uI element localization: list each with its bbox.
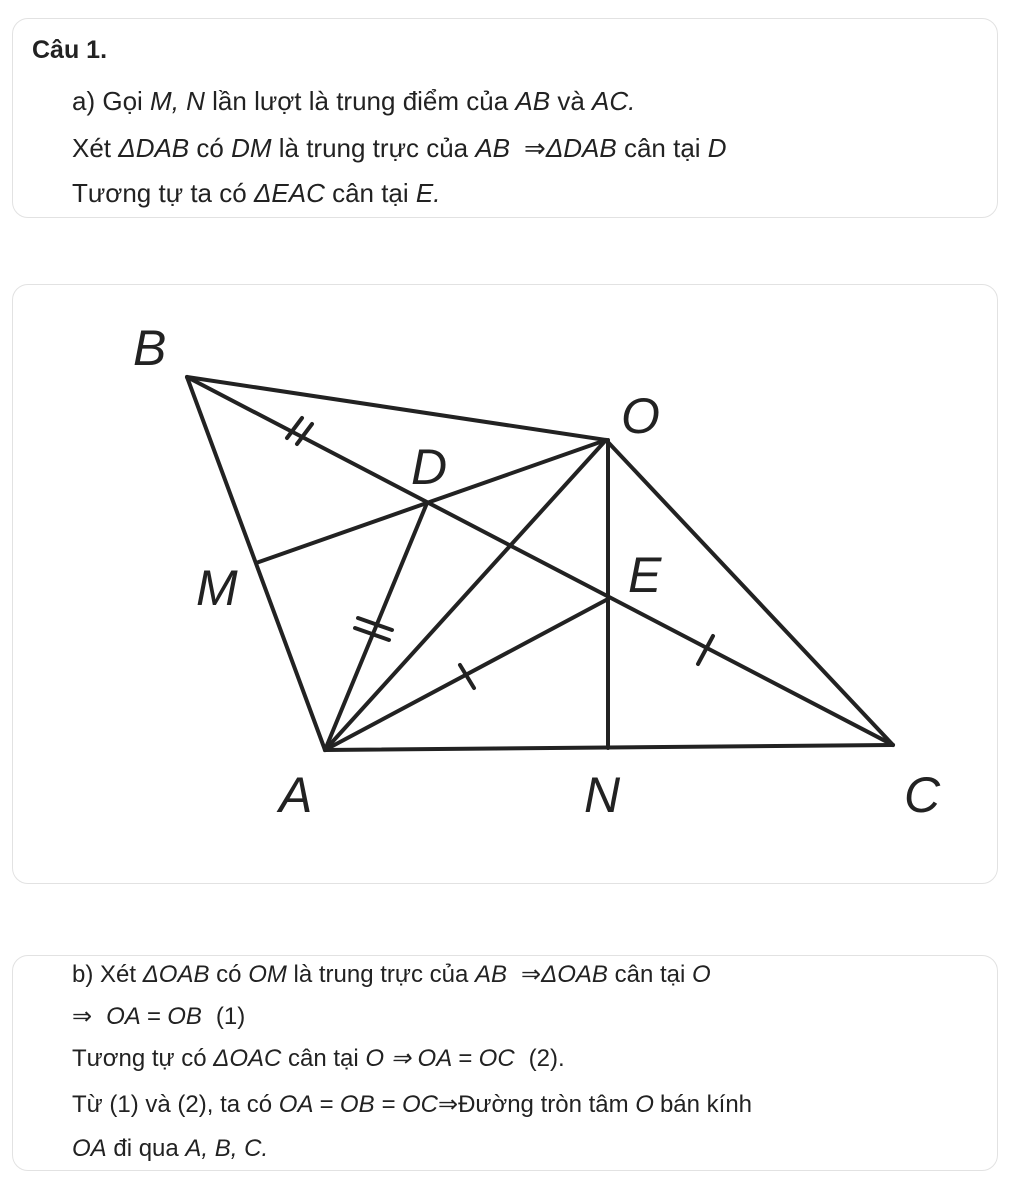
part-a-line-3: Tương tự ta có ΔEAC cân tại E. xyxy=(72,178,441,208)
point-label-e: E xyxy=(628,547,662,603)
part-b-line-1: b) Xét ΔOAB có OM là trung trực của AB ⇒ΔOAB cân tại O xyxy=(72,961,711,988)
segment-ad xyxy=(325,503,427,750)
point-label-m: M xyxy=(196,560,238,616)
point-label-o: O xyxy=(621,388,660,444)
point-label-n: N xyxy=(584,767,621,823)
question-title: Câu 1. xyxy=(32,36,108,64)
part-a-line-2: Xét ΔDAB có DM là trung trực của AB ⇒ΔDAB cân tại D xyxy=(72,133,727,163)
part-b-line-4: Từ (1) và (2), ta có OA = OB = OC⇒Đường tròn tâm O bán kính xyxy=(72,1091,753,1118)
point-label-a: A xyxy=(279,767,313,823)
part-b-line-2: ⇒ OA = OB (1) xyxy=(72,1003,246,1030)
point-label-b: B xyxy=(133,320,167,376)
part-a-line-1: a) Gọi M, N lần lượt là trung điểm của AB và AC. xyxy=(72,86,636,116)
part-b-line-3: Tương tự có ΔOAC cân tại O ⇒ OA = OC (2). xyxy=(72,1045,565,1072)
point-label-d: D xyxy=(411,439,448,495)
point-label-c: C xyxy=(904,767,941,823)
part-b-line-5: OA đi qua A, B, C. xyxy=(72,1135,269,1162)
segment-ao xyxy=(325,440,606,750)
